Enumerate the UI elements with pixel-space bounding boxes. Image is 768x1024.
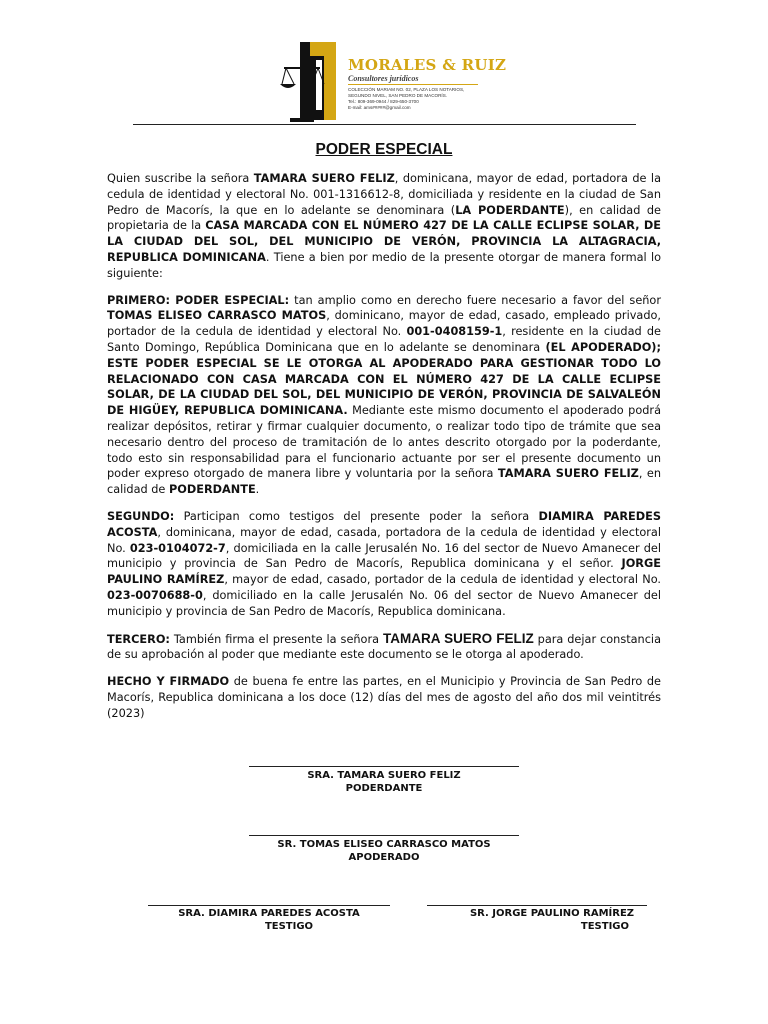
text: ), en calidad de propietaria de la [107, 203, 662, 233]
text: , dominicano, mayor de edad, casado, empleado privado, portador de la cedula de identidad y electoral No. [107, 309, 662, 339]
bold-text: JORGE PAULINO RAMÍREZ [107, 557, 661, 587]
bold-text: DIAMIRA PAREDES ACOSTA [107, 509, 661, 539]
signer-role: APODERADO [348, 852, 420, 863]
firm-divider [348, 84, 478, 85]
text: . Tiene a bien por medio de la presente otorgar de manera formal lo siguiente: [107, 250, 661, 280]
bold-text: (EL APODERADO); ESTE PODER ESPECIAL SE LE OTORGA AL APODERADO PARA GESTIONAR TODO LO RELACIONADO CON CASA MARCADA CON EL NÚMERO 427 DE LA CALLE ECLIPSE SOLAR, DE LA CIUDAD DEL SOL, DEL MUNICIPIO DE VERÓN, PROVINCIA DE SALVALEÓN DE HIGÜEY, REPUBLICA DOMINICANA. [107, 340, 661, 418]
bold-text: SEGUNDO: [107, 509, 175, 523]
text: , en calidad de [107, 467, 661, 497]
primero-paragraph [107, 293, 661, 498]
text: , mayor de edad, casado, portador de la cedula de identidad y electoral No. [224, 573, 662, 587]
signature-poderdante [249, 766, 519, 794]
signer-name: SRA. DIAMIRA PAREDES ACOSTA [178, 908, 360, 919]
text: , residente en la ciudad de Santo Domingo, República Dominicana que en lo adelante se denominara [107, 325, 661, 354]
address-line: Tel.: 809-369-0944 / 829-650-3700 [348, 99, 419, 104]
bold-text: HECHO Y FIRMADO [107, 675, 230, 689]
tercero-paragraph [107, 631, 661, 664]
signature-testigo-1 [148, 905, 390, 932]
signer-role: TESTIGO [264, 921, 314, 932]
address-line: COLECCIÓN MARIAM NO. 02, PLAZA LOS NOTARIOS, [348, 87, 465, 92]
firm-name: MORALES & RUIZ [348, 56, 507, 74]
bold-text: TERCERO: [107, 632, 170, 646]
signature-testigo-2 [427, 905, 647, 932]
cierre-paragraph [107, 674, 661, 721]
intro-paragraph [107, 171, 661, 282]
bold-text: TAMARA SUERO FELIZ [497, 467, 639, 481]
bold-text: TOMAS ELISEO CARRASCO MATOS [107, 309, 327, 323]
bold-text: 023-0104072-7 [129, 541, 226, 555]
text: , dominicana, mayor de edad, casada, portadora de la cedula de identidad y electoral No. [107, 525, 661, 555]
text: Mediante este mismo documento el apoderado podrá realizar depósitos, retirar y firmar cualquier documento, o realizar todo tipo de trámite que sea necesario dentro del proceso de tramitación de lo antes descrito otorgado por la poderdante, todo esto sin responsabilidad para el funcionario actuante por ser el presente documento un poder expreso otorgado de manera libre y voluntaria por la señora [107, 404, 661, 481]
bold-text: TAMARA SUERO FELIZ [382, 630, 534, 646]
bold-text: PRIMERO: PODER ESPECIAL: [107, 293, 290, 307]
text: , dominicana, mayor de edad, portadora de la cedula de identidad y electoral No. 001-1316612-8, domiciliada y residente en la ciudad de San Pedro de Macorís, la que en lo adelante se denominara ( [107, 172, 661, 217]
address-line: E-mail: ams#####@gmail.com [348, 105, 411, 110]
signature-line [249, 766, 519, 767]
bold-text: TAMARA SUERO FELIZ [253, 172, 395, 185]
bold-text: 001-0408159-1 [406, 325, 503, 339]
signature-line [249, 835, 519, 836]
signer-name: SR. JORGE PAULINO RAMÍREZ [469, 908, 635, 919]
text: Participan como testigos del presente poder la señora [174, 509, 539, 523]
signature-line [148, 905, 390, 906]
firm-address [348, 87, 464, 111]
signature-apoderado [249, 835, 519, 863]
signature-line [427, 905, 647, 906]
signer-role: TESTIGO [580, 921, 629, 932]
bold-text: 023-0070688-0 [107, 588, 203, 602]
document-title: PODER ESPECIAL [315, 141, 453, 158]
header-divider [133, 124, 636, 125]
signer-name: SR. TOMAS ELISEO CARRASCO MATOS [277, 839, 491, 850]
text: . [255, 483, 260, 497]
text: Quien suscribe la señora [107, 172, 254, 185]
text: , domiciliado en la calle Jerusalén No. 06 del sector de Nuevo Amanecer del municipio y provincia de San Pedro de Macorís, Republica dominicana. [107, 588, 661, 618]
text: , domiciliada en la calle Jerusalén No. 16 del sector de Nuevo Amanecer del municipio y provincia de San Pedro de Macorís, Republica dominicana y el señor. [107, 541, 661, 571]
text: También firma el presente la señora [169, 632, 383, 646]
text: para dejar constancia de su aprobación al poder que mediante este documento se le otorga al apoderado. [107, 632, 661, 662]
signer-name: SRA. TAMARA SUERO FELIZ [307, 770, 461, 781]
firm-subtitle: Consultores jurídicos [348, 74, 419, 83]
bold-text: PODERDANTE [168, 483, 256, 497]
address-line: SEGUNDO NIVEL, SAN PEDRO DE MACORÍS. [348, 93, 448, 98]
document-body [107, 171, 661, 733]
scales-of-justice-logo-icon [280, 38, 346, 124]
segundo-paragraph [107, 509, 661, 620]
text: de buena fe entre las partes, en el Municipio y Provincia de San Pedro de Macorís, Republica dominicana a los doce (12) días del mes de agosto del año dos mil veintitrés (2023) [107, 675, 661, 720]
signer-role: PODERDANTE [345, 783, 423, 794]
bold-text: LA PODERDANTE [455, 203, 565, 217]
letterhead-logo [280, 38, 507, 124]
bold-text: CASA MARCADA CON EL NÚMERO 427 DE LA CALLE ECLIPSE SOLAR, DE LA CIUDAD DEL SOL, DEL MUNICIPIO DE VERÓN, PROVINCIA LA ALTAGRACIA, REPUBLICA DOMINICANA [107, 219, 661, 264]
text: tan amplio como en derecho fuere necesario a favor del señor [289, 293, 661, 307]
